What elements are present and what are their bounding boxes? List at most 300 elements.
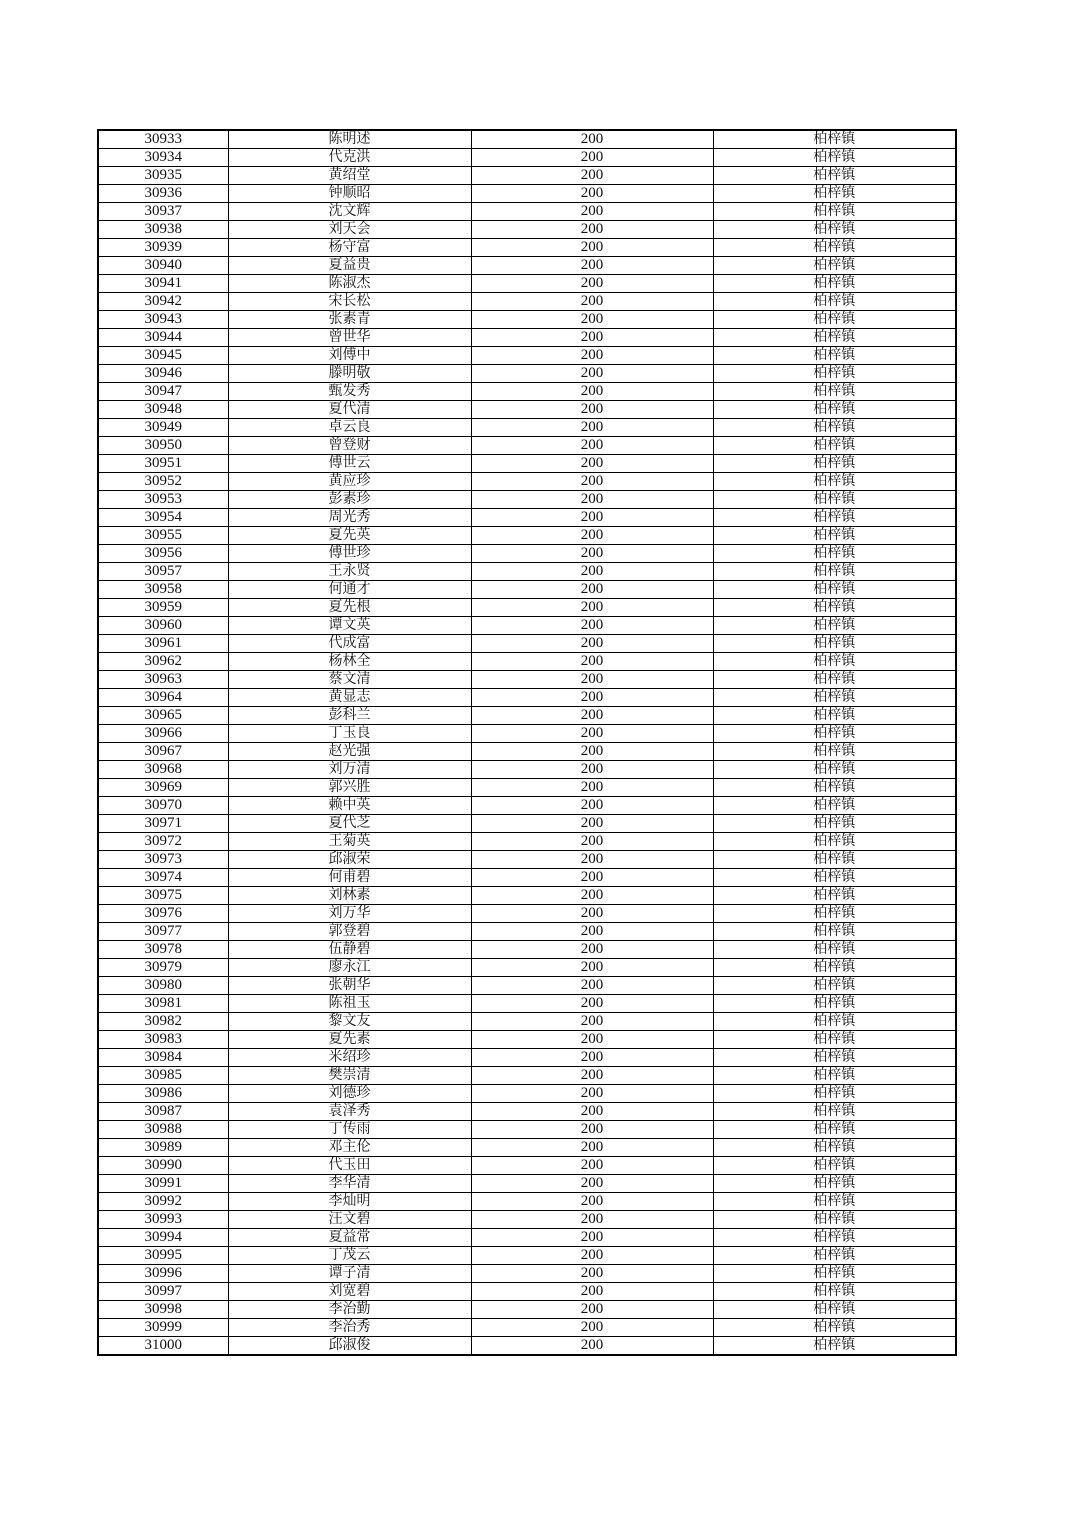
name-cell: 代成富 <box>228 635 471 653</box>
table-row <box>98 275 956 293</box>
name-cell: 赖中英 <box>228 797 471 815</box>
name-cell: 张朝华 <box>228 977 471 995</box>
id-cell: 30964 <box>98 689 228 707</box>
town-cell: 柏梓镇 <box>713 635 956 653</box>
id-cell: 30951 <box>98 455 228 473</box>
id-cell: 30936 <box>98 185 228 203</box>
name-cell: 李华清 <box>228 1175 471 1193</box>
id-cell: 30966 <box>98 725 228 743</box>
town-cell: 柏梓镇 <box>713 545 956 563</box>
id-cell: 30968 <box>98 761 228 779</box>
table-row <box>98 437 956 455</box>
id-cell: 30945 <box>98 347 228 365</box>
table-row <box>98 779 956 797</box>
table-row <box>98 1067 956 1085</box>
town-cell: 柏梓镇 <box>713 563 956 581</box>
name-cell: 夏代清 <box>228 401 471 419</box>
town-cell: 柏梓镇 <box>713 491 956 509</box>
town-cell: 柏梓镇 <box>713 167 956 185</box>
town-cell: 柏梓镇 <box>713 401 956 419</box>
town-cell: 柏梓镇 <box>713 743 956 761</box>
amount-cell: 200 <box>471 1319 713 1337</box>
name-cell: 曾登财 <box>228 437 471 455</box>
town-cell: 柏梓镇 <box>713 1013 956 1031</box>
town-cell: 柏梓镇 <box>713 833 956 851</box>
amount-cell: 200 <box>471 1211 713 1229</box>
amount-cell: 200 <box>471 293 713 311</box>
id-cell: 30933 <box>98 130 228 149</box>
name-cell: 钟顺昭 <box>228 185 471 203</box>
amount-cell: 200 <box>471 1031 713 1049</box>
table-row <box>98 383 956 401</box>
id-cell: 30999 <box>98 1319 228 1337</box>
amount-cell: 200 <box>471 509 713 527</box>
id-cell: 30982 <box>98 1013 228 1031</box>
table-row <box>98 1175 956 1193</box>
name-cell: 谭文英 <box>228 617 471 635</box>
name-cell: 黄绍堂 <box>228 167 471 185</box>
table-row <box>98 707 956 725</box>
amount-cell: 200 <box>471 833 713 851</box>
table-row <box>98 815 956 833</box>
town-cell: 柏梓镇 <box>713 797 956 815</box>
table-row <box>98 473 956 491</box>
table-row <box>98 797 956 815</box>
table-row <box>98 545 956 563</box>
amount-cell: 200 <box>471 725 713 743</box>
table-row <box>98 203 956 221</box>
id-cell: 30992 <box>98 1193 228 1211</box>
name-cell: 张素青 <box>228 311 471 329</box>
town-cell: 柏梓镇 <box>713 653 956 671</box>
id-cell: 30962 <box>98 653 228 671</box>
amount-cell: 200 <box>471 167 713 185</box>
town-cell: 柏梓镇 <box>713 347 956 365</box>
name-cell: 陈祖玉 <box>228 995 471 1013</box>
id-cell: 30986 <box>98 1085 228 1103</box>
name-cell: 曾世华 <box>228 329 471 347</box>
id-cell: 30976 <box>98 905 228 923</box>
table-row <box>98 743 956 761</box>
name-cell: 赵光强 <box>228 743 471 761</box>
name-cell: 王永贤 <box>228 563 471 581</box>
table-row <box>98 1085 956 1103</box>
table-row <box>98 1265 956 1283</box>
amount-cell: 200 <box>471 1139 713 1157</box>
name-cell: 丁传雨 <box>228 1121 471 1139</box>
town-cell: 柏梓镇 <box>713 1193 956 1211</box>
town-cell: 柏梓镇 <box>713 689 956 707</box>
amount-cell: 200 <box>471 1049 713 1067</box>
town-cell: 柏梓镇 <box>713 311 956 329</box>
town-cell: 柏梓镇 <box>713 1229 956 1247</box>
table-row <box>98 1031 956 1049</box>
town-cell: 柏梓镇 <box>713 869 956 887</box>
town-cell: 柏梓镇 <box>713 1049 956 1067</box>
id-cell: 30948 <box>98 401 228 419</box>
name-cell: 樊崇清 <box>228 1067 471 1085</box>
name-cell: 刘宽碧 <box>228 1283 471 1301</box>
town-cell: 柏梓镇 <box>713 707 956 725</box>
amount-cell: 200 <box>471 1229 713 1247</box>
table-row <box>98 635 956 653</box>
name-cell: 郭登碧 <box>228 923 471 941</box>
id-cell: 30934 <box>98 149 228 167</box>
id-cell: 30969 <box>98 779 228 797</box>
amount-cell: 200 <box>471 149 713 167</box>
table-row <box>98 1157 956 1175</box>
amount-cell: 200 <box>471 311 713 329</box>
town-cell: 柏梓镇 <box>713 779 956 797</box>
name-cell: 廖永江 <box>228 959 471 977</box>
name-cell: 邱淑俊 <box>228 1337 471 1356</box>
table-row <box>98 1301 956 1319</box>
id-cell: 30955 <box>98 527 228 545</box>
town-cell: 柏梓镇 <box>713 815 956 833</box>
id-cell: 30946 <box>98 365 228 383</box>
name-cell: 丁玉良 <box>228 725 471 743</box>
town-cell: 柏梓镇 <box>713 1085 956 1103</box>
id-cell: 30957 <box>98 563 228 581</box>
town-cell: 柏梓镇 <box>713 1247 956 1265</box>
town-cell: 柏梓镇 <box>713 941 956 959</box>
table-row <box>98 1049 956 1067</box>
amount-cell: 200 <box>471 239 713 257</box>
id-cell: 30977 <box>98 923 228 941</box>
table-row <box>98 130 956 149</box>
name-cell: 袁泽秀 <box>228 1103 471 1121</box>
town-cell: 柏梓镇 <box>713 977 956 995</box>
table-row <box>98 851 956 869</box>
amount-cell: 200 <box>471 671 713 689</box>
amount-cell: 200 <box>471 1067 713 1085</box>
amount-cell: 200 <box>471 1103 713 1121</box>
id-cell: 30998 <box>98 1301 228 1319</box>
id-cell: 30939 <box>98 239 228 257</box>
town-cell: 柏梓镇 <box>713 365 956 383</box>
table-row <box>98 221 956 239</box>
id-cell: 30975 <box>98 887 228 905</box>
name-cell: 刘万清 <box>228 761 471 779</box>
name-cell: 宋长松 <box>228 293 471 311</box>
table-body <box>98 130 956 1355</box>
table-row <box>98 185 956 203</box>
table-row <box>98 1139 956 1157</box>
name-cell: 蔡文清 <box>228 671 471 689</box>
table-row <box>98 1229 956 1247</box>
table-row <box>98 1283 956 1301</box>
name-cell: 杨守富 <box>228 239 471 257</box>
amount-cell: 200 <box>471 743 713 761</box>
name-cell: 陈明述 <box>228 130 471 149</box>
table-row <box>98 1337 956 1356</box>
name-cell: 谭子清 <box>228 1265 471 1283</box>
id-cell: 30937 <box>98 203 228 221</box>
amount-cell: 200 <box>471 887 713 905</box>
id-cell: 30972 <box>98 833 228 851</box>
amount-cell: 200 <box>471 563 713 581</box>
id-cell: 30997 <box>98 1283 228 1301</box>
id-cell: 30949 <box>98 419 228 437</box>
table-row <box>98 923 956 941</box>
town-cell: 柏梓镇 <box>713 1175 956 1193</box>
id-cell: 31000 <box>98 1337 228 1356</box>
town-cell: 柏梓镇 <box>713 599 956 617</box>
name-cell: 夏益常 <box>228 1229 471 1247</box>
name-cell: 傅世珍 <box>228 545 471 563</box>
table-row <box>98 725 956 743</box>
town-cell: 柏梓镇 <box>713 527 956 545</box>
name-cell: 刘天会 <box>228 221 471 239</box>
id-cell: 30941 <box>98 275 228 293</box>
id-cell: 30974 <box>98 869 228 887</box>
id-cell: 30965 <box>98 707 228 725</box>
amount-cell: 200 <box>471 329 713 347</box>
town-cell: 柏梓镇 <box>713 851 956 869</box>
name-cell: 刘德珍 <box>228 1085 471 1103</box>
amount-cell: 200 <box>471 1013 713 1031</box>
table-row <box>98 257 956 275</box>
town-cell: 柏梓镇 <box>713 293 956 311</box>
amount-cell: 200 <box>471 1157 713 1175</box>
town-cell: 柏梓镇 <box>713 130 956 149</box>
town-cell: 柏梓镇 <box>713 959 956 977</box>
amount-cell: 200 <box>471 527 713 545</box>
id-cell: 30973 <box>98 851 228 869</box>
town-cell: 柏梓镇 <box>713 1211 956 1229</box>
table-row <box>98 419 956 437</box>
table-row <box>98 581 956 599</box>
amount-cell: 200 <box>471 581 713 599</box>
name-cell: 沈文辉 <box>228 203 471 221</box>
name-cell: 何甫碧 <box>228 869 471 887</box>
id-cell: 30967 <box>98 743 228 761</box>
table-row <box>98 347 956 365</box>
table-row <box>98 995 956 1013</box>
town-cell: 柏梓镇 <box>713 761 956 779</box>
amount-cell: 200 <box>471 383 713 401</box>
id-cell: 30981 <box>98 995 228 1013</box>
town-cell: 柏梓镇 <box>713 1265 956 1283</box>
table-row <box>98 1013 956 1031</box>
table-row <box>98 833 956 851</box>
id-cell: 30970 <box>98 797 228 815</box>
name-cell: 夏先素 <box>228 1031 471 1049</box>
town-cell: 柏梓镇 <box>713 995 956 1013</box>
amount-cell: 200 <box>471 869 713 887</box>
town-cell: 柏梓镇 <box>713 1319 956 1337</box>
id-cell: 30994 <box>98 1229 228 1247</box>
name-cell: 刘万华 <box>228 905 471 923</box>
table-row <box>98 905 956 923</box>
id-cell: 30984 <box>98 1049 228 1067</box>
table-row <box>98 1103 956 1121</box>
amount-cell: 200 <box>471 401 713 419</box>
amount-cell: 200 <box>471 1121 713 1139</box>
town-cell: 柏梓镇 <box>713 1103 956 1121</box>
name-cell: 邱淑荣 <box>228 851 471 869</box>
name-cell: 郭兴胜 <box>228 779 471 797</box>
id-cell: 30952 <box>98 473 228 491</box>
table-row <box>98 1211 956 1229</box>
amount-cell: 200 <box>471 923 713 941</box>
table-row <box>98 671 956 689</box>
table-row <box>98 617 956 635</box>
table-row <box>98 167 956 185</box>
table-row <box>98 239 956 257</box>
amount-cell: 200 <box>471 689 713 707</box>
town-cell: 柏梓镇 <box>713 383 956 401</box>
town-cell: 柏梓镇 <box>713 185 956 203</box>
table-row <box>98 149 956 167</box>
id-cell: 30985 <box>98 1067 228 1085</box>
amount-cell: 200 <box>471 851 713 869</box>
name-cell: 代克洪 <box>228 149 471 167</box>
data-table <box>97 129 957 1356</box>
name-cell: 夏益贵 <box>228 257 471 275</box>
name-cell: 邓主伦 <box>228 1139 471 1157</box>
name-cell: 刘林素 <box>228 887 471 905</box>
town-cell: 柏梓镇 <box>713 149 956 167</box>
name-cell: 彭科兰 <box>228 707 471 725</box>
table-row <box>98 941 956 959</box>
table-row <box>98 653 956 671</box>
amount-cell: 200 <box>471 599 713 617</box>
table-row <box>98 527 956 545</box>
table-row <box>98 563 956 581</box>
name-cell: 周光秀 <box>228 509 471 527</box>
name-cell: 甄发秀 <box>228 383 471 401</box>
town-cell: 柏梓镇 <box>713 419 956 437</box>
id-cell: 30989 <box>98 1139 228 1157</box>
id-cell: 30983 <box>98 1031 228 1049</box>
amount-cell: 200 <box>471 365 713 383</box>
amount-cell: 200 <box>471 185 713 203</box>
id-cell: 30954 <box>98 509 228 527</box>
amount-cell: 200 <box>471 977 713 995</box>
id-cell: 30971 <box>98 815 228 833</box>
name-cell: 李治勤 <box>228 1301 471 1319</box>
id-cell: 30995 <box>98 1247 228 1265</box>
name-cell: 刘傅中 <box>228 347 471 365</box>
table-row <box>98 1247 956 1265</box>
table-row <box>98 509 956 527</box>
id-cell: 30960 <box>98 617 228 635</box>
name-cell: 黎文友 <box>228 1013 471 1031</box>
amount-cell: 200 <box>471 995 713 1013</box>
town-cell: 柏梓镇 <box>713 1337 956 1356</box>
town-cell: 柏梓镇 <box>713 1283 956 1301</box>
id-cell: 30988 <box>98 1121 228 1139</box>
amount-cell: 200 <box>471 545 713 563</box>
town-cell: 柏梓镇 <box>713 437 956 455</box>
id-cell: 30958 <box>98 581 228 599</box>
table-row <box>98 887 956 905</box>
name-cell: 彭素珍 <box>228 491 471 509</box>
town-cell: 柏梓镇 <box>713 1121 956 1139</box>
amount-cell: 200 <box>471 221 713 239</box>
town-cell: 柏梓镇 <box>713 1031 956 1049</box>
amount-cell: 200 <box>471 617 713 635</box>
amount-cell: 200 <box>471 1175 713 1193</box>
amount-cell: 200 <box>471 815 713 833</box>
amount-cell: 200 <box>471 797 713 815</box>
amount-cell: 200 <box>471 257 713 275</box>
amount-cell: 200 <box>471 1247 713 1265</box>
name-cell: 傅世云 <box>228 455 471 473</box>
name-cell: 丁茂云 <box>228 1247 471 1265</box>
id-cell: 30935 <box>98 167 228 185</box>
town-cell: 柏梓镇 <box>713 725 956 743</box>
amount-cell: 200 <box>471 941 713 959</box>
amount-cell: 200 <box>471 1265 713 1283</box>
name-cell: 王菊英 <box>228 833 471 851</box>
name-cell: 滕明敬 <box>228 365 471 383</box>
name-cell: 李治秀 <box>228 1319 471 1337</box>
amount-cell: 200 <box>471 203 713 221</box>
id-cell: 30943 <box>98 311 228 329</box>
table-row <box>98 455 956 473</box>
table-row <box>98 977 956 995</box>
amount-cell: 200 <box>471 437 713 455</box>
town-cell: 柏梓镇 <box>713 203 956 221</box>
amount-cell: 200 <box>471 491 713 509</box>
amount-cell: 200 <box>471 779 713 797</box>
town-cell: 柏梓镇 <box>713 221 956 239</box>
amount-cell: 200 <box>471 473 713 491</box>
name-cell: 黄应珍 <box>228 473 471 491</box>
id-cell: 30996 <box>98 1265 228 1283</box>
town-cell: 柏梓镇 <box>713 1139 956 1157</box>
town-cell: 柏梓镇 <box>713 887 956 905</box>
id-cell: 30959 <box>98 599 228 617</box>
id-cell: 30990 <box>98 1157 228 1175</box>
table-row <box>98 491 956 509</box>
name-cell: 汪文碧 <box>228 1211 471 1229</box>
table-row <box>98 1121 956 1139</box>
name-cell: 伍静碧 <box>228 941 471 959</box>
name-cell: 代玉田 <box>228 1157 471 1175</box>
amount-cell: 200 <box>471 130 713 149</box>
id-cell: 30961 <box>98 635 228 653</box>
town-cell: 柏梓镇 <box>713 329 956 347</box>
town-cell: 柏梓镇 <box>713 905 956 923</box>
name-cell: 夏先英 <box>228 527 471 545</box>
amount-cell: 200 <box>471 419 713 437</box>
town-cell: 柏梓镇 <box>713 1301 956 1319</box>
town-cell: 柏梓镇 <box>713 671 956 689</box>
town-cell: 柏梓镇 <box>713 1157 956 1175</box>
town-cell: 柏梓镇 <box>713 923 956 941</box>
name-cell: 夏先根 <box>228 599 471 617</box>
id-cell: 30963 <box>98 671 228 689</box>
name-cell: 李灿明 <box>228 1193 471 1211</box>
amount-cell: 200 <box>471 347 713 365</box>
table-row <box>98 311 956 329</box>
id-cell: 30950 <box>98 437 228 455</box>
name-cell: 米绍珍 <box>228 1049 471 1067</box>
id-cell: 30938 <box>98 221 228 239</box>
name-cell: 杨林全 <box>228 653 471 671</box>
table-row <box>98 869 956 887</box>
table-row <box>98 1193 956 1211</box>
town-cell: 柏梓镇 <box>713 275 956 293</box>
town-cell: 柏梓镇 <box>713 509 956 527</box>
id-cell: 30993 <box>98 1211 228 1229</box>
amount-cell: 200 <box>471 275 713 293</box>
id-cell: 30978 <box>98 941 228 959</box>
amount-cell: 200 <box>471 905 713 923</box>
